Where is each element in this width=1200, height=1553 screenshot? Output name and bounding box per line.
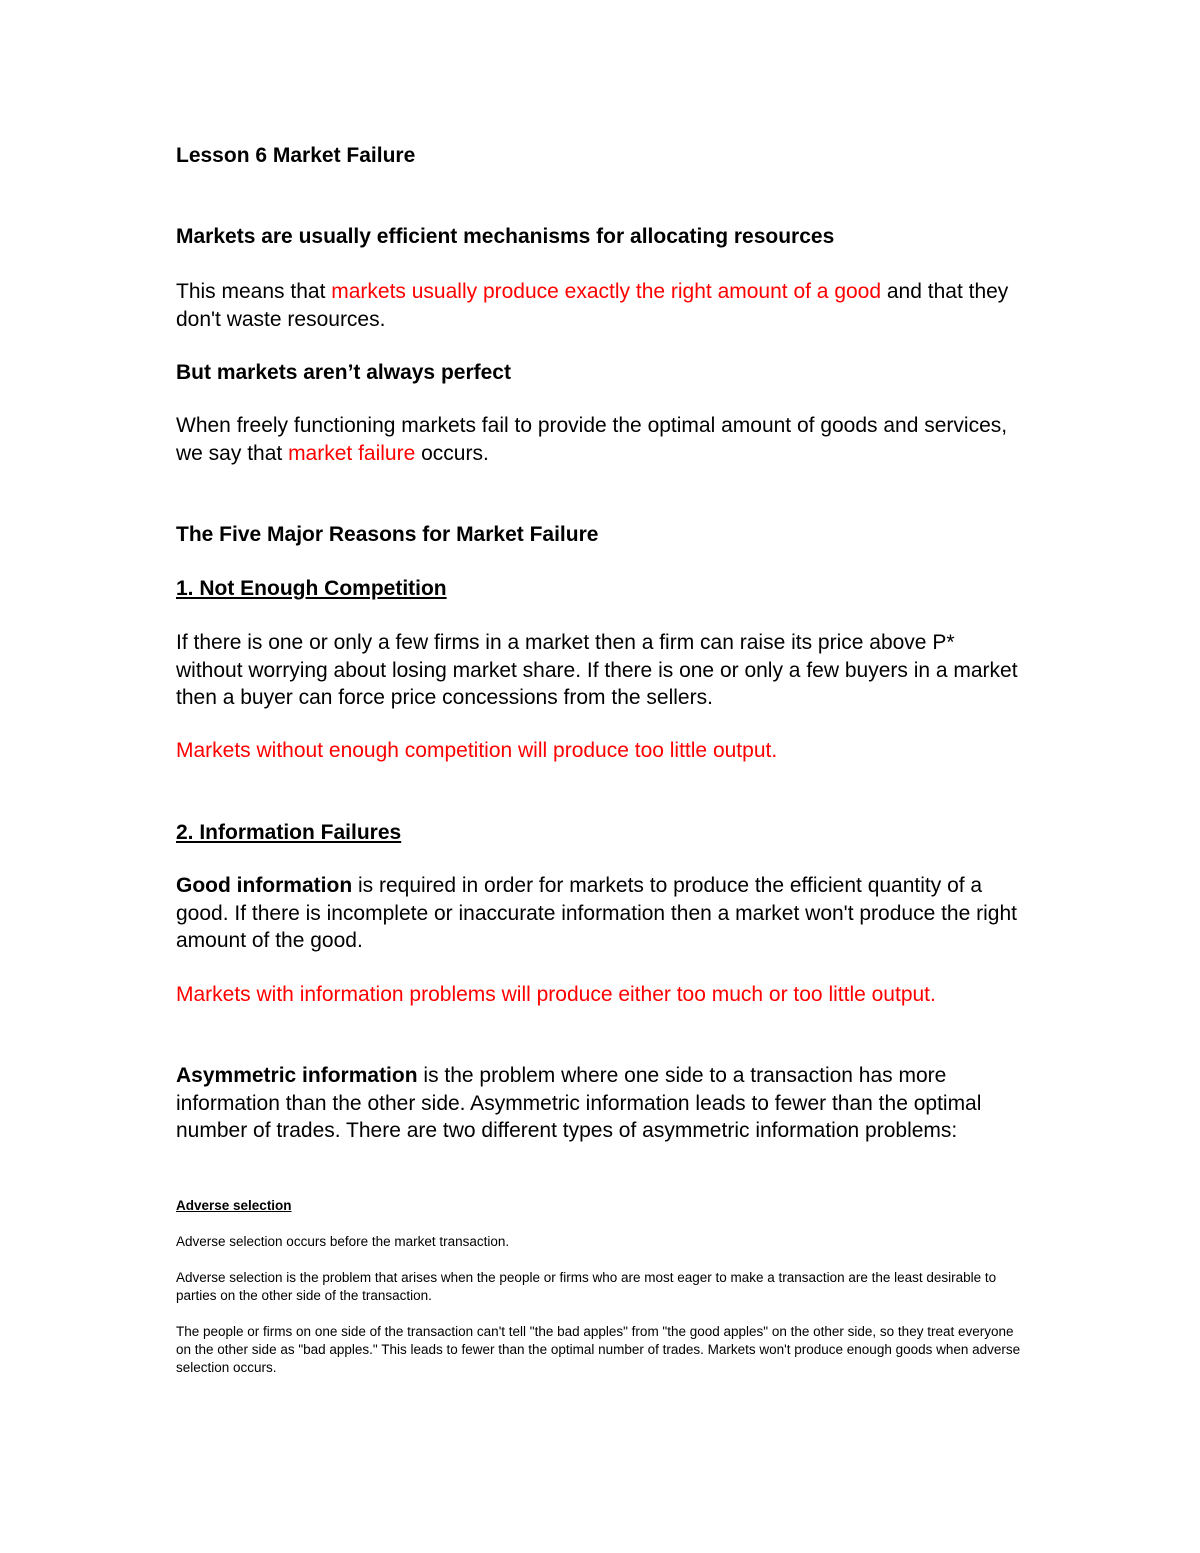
text-highlight-red: market failure [288, 441, 416, 465]
lesson-title: Lesson 6 Market Failure [176, 144, 416, 167]
text-plain: and that they don't waste resources. [176, 280, 1009, 331]
text-plain: is required in order for markets to produce the efficient quantity of a good. If there is incomplete or inaccurate information then a market won't produce the right amount of the good. [176, 874, 1017, 952]
term-good-information: Good information [176, 874, 353, 897]
subheading-adverse-selection: Adverse selection [176, 1198, 292, 1213]
term-asymmetric-information: Asymmetric information [176, 1064, 418, 1087]
heading-five-reasons: The Five Major Reasons for Market Failure [176, 523, 599, 546]
paragraph-good-information [176, 872, 1026, 955]
section-heading-information: 2. Information Failures [176, 821, 402, 844]
paragraph-adverse-definition: Adverse selection is the problem that arises when the people or firms who are most eager to make a transaction are the least desirable to parties on the other side of the transaction. [176, 1270, 997, 1303]
paragraph-market-failure-definition [176, 412, 1026, 467]
text-plain: When freely functioning markets fail to provide the optimal amount of goods and services, we say that [176, 414, 1008, 465]
heading-not-perfect: But markets aren’t always perfect [176, 361, 511, 384]
paragraph-asymmetric-information [176, 1062, 1026, 1145]
paragraph-competition-conclusion: Markets without enough competition will produce too little output. [176, 739, 778, 762]
text-plain: occurs. [415, 441, 489, 465]
section-heading-competition: 1. Not Enough Competition [176, 577, 447, 600]
text-highlight-red: markets usually produce exactly the right amount of a good [331, 280, 882, 303]
paragraph-competition-body: If there is one or only a few firms in a market then a firm can raise its price above P* without worrying about losing market share. If there is one or only a few buyers in a market then a buyer can force price concessions from the sellers. [176, 631, 1018, 709]
paragraph-adverse-consequence: The people or firms on one side of the transaction can't tell "the bad apples" from "the good apples" on the other side, so they treat everyone on the other side as "bad apples." This leads to fewer than the optimal number of trades. Markets won't produce enough goods when adverse selection occurs. [176, 1324, 1021, 1375]
text-plain: This means that [176, 280, 332, 303]
heading-efficient-markets: Markets are usually efficient mechanisms for allocating resources [176, 225, 835, 248]
paragraph-adverse-timing: Adverse selection occurs before the market transaction. [176, 1234, 510, 1249]
text-plain: is the problem where one side to a transaction has more information than the other side. Asymmetric information leads to fewer than the optimal number of trades. There are two different types of asymmetric information problems: [176, 1064, 982, 1142]
paragraph-information-conclusion: Markets with information problems will produce either too much or too little output. [176, 983, 936, 1006]
paragraph-efficiency-meaning [176, 278, 1026, 333]
